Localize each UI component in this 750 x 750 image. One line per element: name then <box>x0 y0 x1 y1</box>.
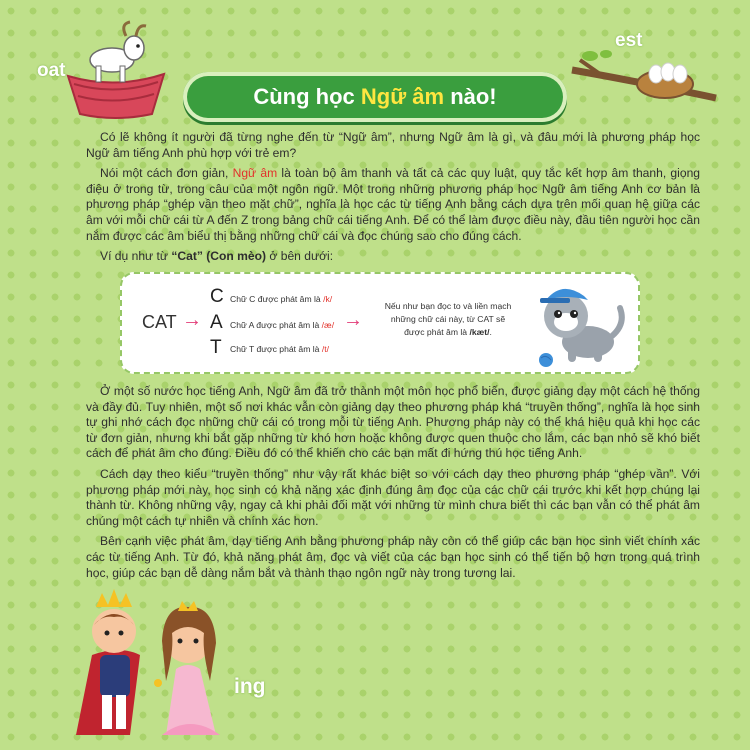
paragraph-4: Ở một số nước học tiếng Anh, Ngữ âm đã trở thành một môn học phổ biến, được giảng dạy một cách hệ thống và đầy đủ. Tuy nhiên, một số nơi khác vẫn còn giảng dạy theo phương pháp khá “truyền thống”, nghĩa là học sinh tự ghi nhớ cách đọc những chữ cái có trong mỗi từ tiếng Anh. Phương pháp này có thể khá hiệu quả khi học các từ đơn giản, nhưng khi bắt gặp những từ khó hơn hoặc không được quen thuộc cho lắm, các bạn nhỏ sẽ khó biết cách để phát âm cho đúng. Điều đó có thể khiến cho các bạn mất đi hứng thú học tiếng Anh. <box>86 384 700 461</box>
word-oat: oat <box>37 60 66 81</box>
word-ing: ing <box>234 675 266 698</box>
arrow-icon: → <box>182 309 202 331</box>
paragraph-3 <box>86 249 700 265</box>
paragraph-2-rest: là toàn bộ âm thanh và tất cả các quy luật, quy tắc kết hợp âm thanh, giọng điệu ở trong từ, trong câu của một ngôn ngữ. Một trong những phương pháp học Ngữ âm tiếng Anh cơ bản là phương pháp “ghép vần theo mặt chữ”, nghĩa là học các từ tiếng Anh bằng cách dựa trên mối quan hệ giữa các âm với mỗi chữ cái từ A đến Z trong bảng chữ cái tiếng Anh. Để có thể làm được điều này, đầu tiên người học cần nắm được các âm biểu thị bằng những chữ cái và đọc chúng sao cho đúng cách. <box>86 166 701 243</box>
arrow-icon: → <box>343 309 363 331</box>
paragraph-3-bold: “Cat” (Con mèo) <box>171 249 267 264</box>
paragraph-5: Cách dạy theo kiểu “truyền thống” như vậy rất khác biệt so với cách dạy theo phương pháp “ghép vần”. Với phương pháp mới này, học sinh có khả năng xác định đúng âm đọc của các chữ cái trước khi kết hợp chúng lại thành từ. Không những vậy, ngay cả khi phải đối mặt với những từ mình chưa biết thì các bạn vẫn có thể phát âm chúng một cách tự nhiên và chính xác hơn. <box>86 466 700 528</box>
letter-t: T <box>210 337 222 358</box>
paragraph-6: Bên cạnh việc phát âm, dạy tiếng Anh bằng phương pháp này còn có thể giúp các bạn học sinh viết chính xác các từ tiếng Anh. Từ đó, khả năng phát âm, đọc và viết của các bạn học sinh có thể tiến bộ hơn trong quá trình học, giúp các bạn dễ dàng nắm bắt và thành thạo ngôn ngữ này trong tương lai. <box>86 534 700 580</box>
letter-c-note: Chữ C được phát âm là /k/ <box>230 294 333 304</box>
paragraph-2-start: Nói một cách đơn giản, <box>100 166 233 181</box>
cat-example-box <box>120 272 640 374</box>
letter-a-note: Chữ A được phát âm là /æ/ <box>230 320 335 330</box>
letter-a: A <box>210 312 223 333</box>
title-suffix: nào! <box>444 84 497 109</box>
paragraph-3-start: Ví dụ như từ <box>100 249 172 264</box>
cat-with-cap-illustration <box>532 278 628 368</box>
example-result: Nếu như bạn đọc to và liền mạch những chữ cái này, từ CAT sẽ được phát âm là /kæt/. <box>384 301 512 337</box>
paragraph-2 <box>86 166 700 244</box>
goat-in-boat-illustration <box>60 18 170 123</box>
article-body-lower <box>86 384 700 586</box>
word-est: est <box>615 30 643 51</box>
letter-t-note: Chữ T được phát âm là /t/ <box>230 344 329 354</box>
prince-princess-illustration <box>70 585 240 745</box>
paragraph-2-highlight: Ngữ âm <box>232 166 278 181</box>
bird-nest-illustration <box>570 40 720 120</box>
title-highlight: Ngữ âm <box>360 84 445 109</box>
article-body <box>86 130 700 270</box>
page-title <box>183 72 567 122</box>
title-prefix: Cùng học <box>253 84 361 109</box>
paragraph-1: Có lẽ không ít người đã từng nghe đến từ “Ngữ âm”, nhưng Ngữ âm là gì, và đâu mới là phương pháp học Ngữ âm tiếng Anh phù hợp với trẻ em? <box>86 130 700 160</box>
letter-c: C <box>210 286 224 307</box>
paragraph-3-end: ở bên dưới: <box>266 249 334 264</box>
example-word: CAT <box>142 312 177 332</box>
